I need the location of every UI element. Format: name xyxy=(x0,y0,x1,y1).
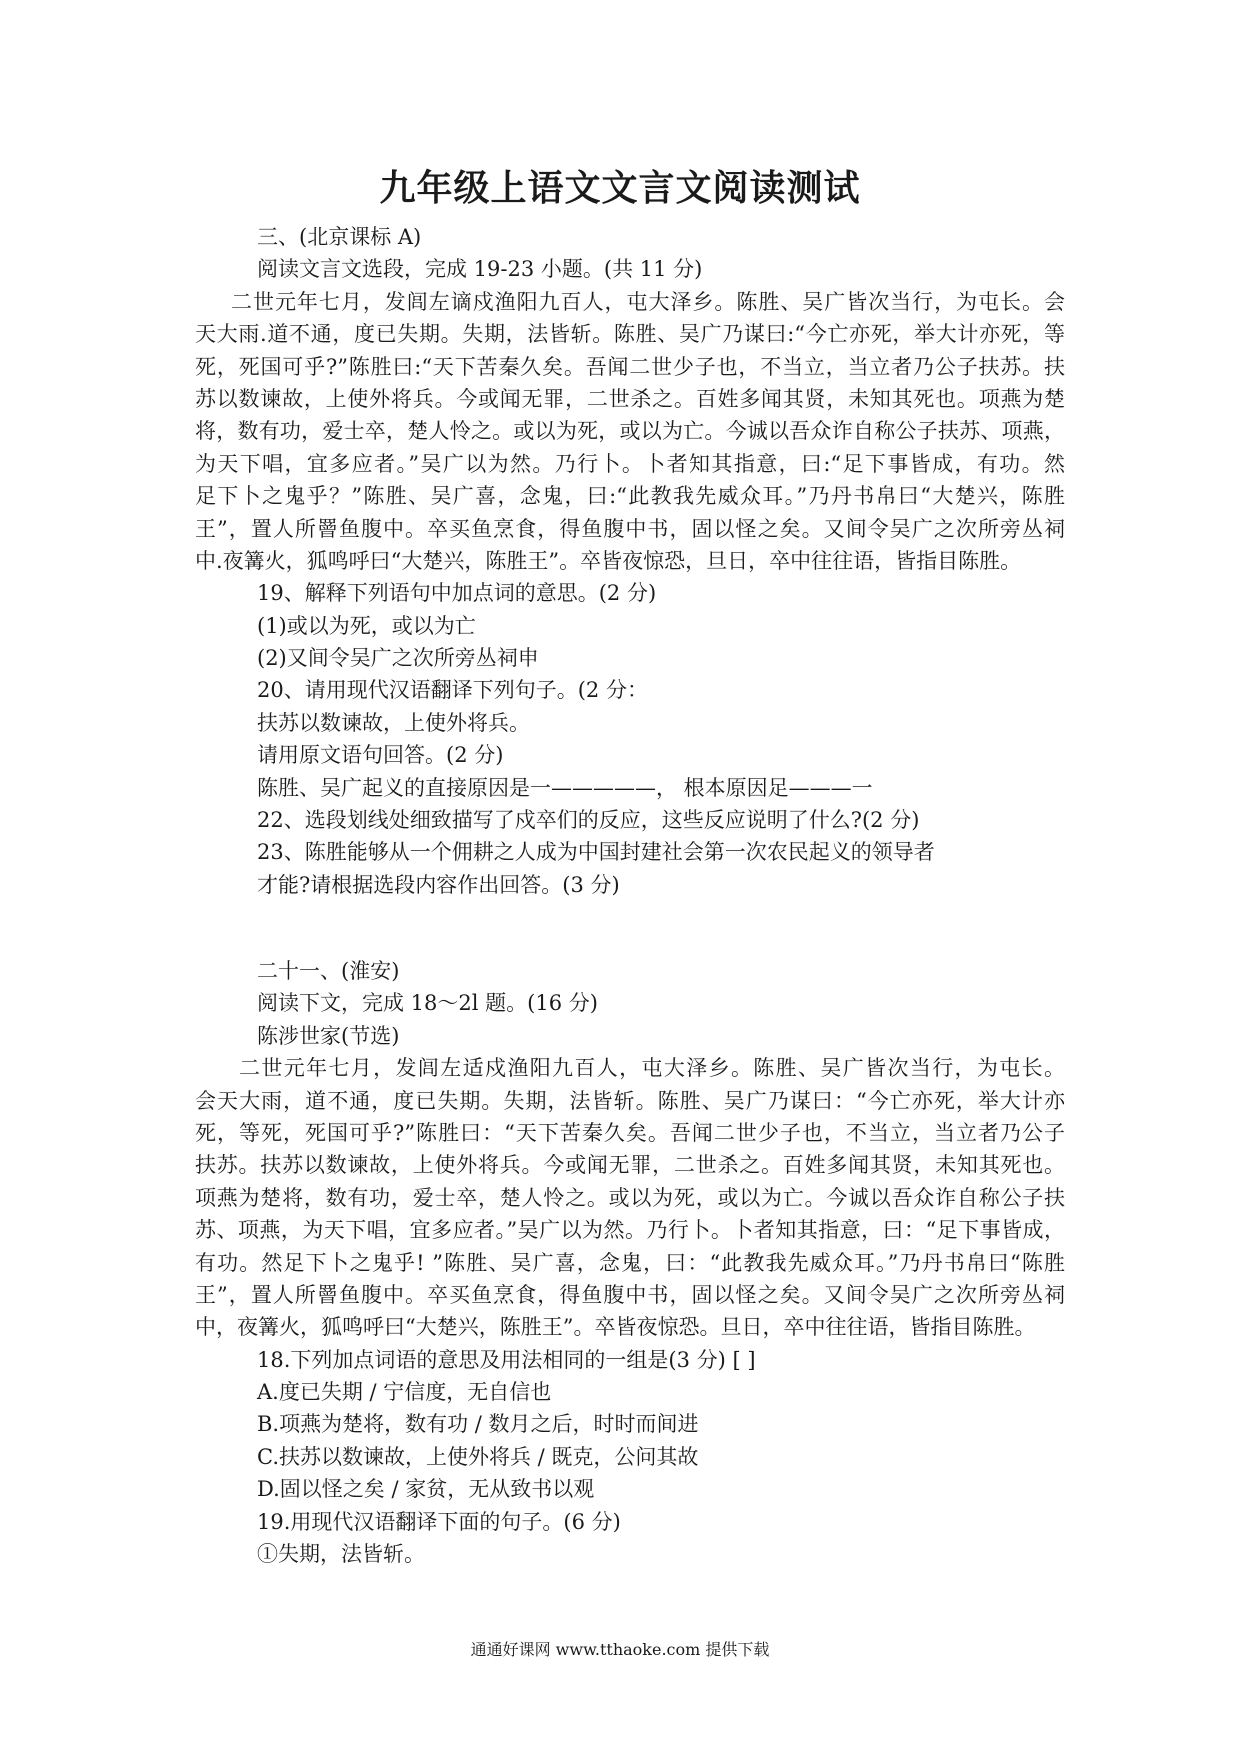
question-item: 18.下列加点词语的意思及用法相同的一组是(3 分) [ ] xyxy=(257,1347,756,1372)
section-instruction: 阅读下文，完成 18～2l 题。(16 分) xyxy=(257,991,598,1016)
question-item: 19、解释下列语句中加点词的意思。(2 分) xyxy=(257,581,657,606)
page-footer: 通通好课网 www.tthaoke.com 提供下载 xyxy=(470,1640,770,1659)
passage xyxy=(195,1052,1065,1344)
section-2 xyxy=(195,955,1065,1570)
passage-line: 二世元年七月，发闾左谪戍渔阳九百人，屯大泽乡。陈胜、吴广皆次当行，为屯长。会 xyxy=(231,289,1065,314)
passage-line: 将，数有功，爱士卒，楚人怜之。或以为死，或以为亡。今诚以吾众诈自称公子扶苏、项燕， xyxy=(195,419,1065,444)
passage-line: 苏以数谏故，上使外将兵。今或闻无罪，二世杀之。百姓多闻其贤，未知其死也。项燕为楚 xyxy=(195,386,1065,411)
question-item: (1)或以为死，或以为亡 xyxy=(257,613,476,638)
passage-line: 死，死国可乎?”陈胜曰:“天下苦秦久矣。吾闻二世少子也，不当立，当立者乃公子扶苏。扶 xyxy=(195,354,1065,379)
passage xyxy=(195,286,1065,578)
section-instruction: 阅读文言文选段，完成 19-23 小题。(共 11 分) xyxy=(257,257,703,282)
section-heading: 二十一、(淮安) xyxy=(257,959,400,983)
page-title: 九年级上语文文言文阅读测试 xyxy=(379,167,861,209)
passage-line: 为天下唱，宜多应者。”吴广以为然。乃行卜。卜者知其指意，曰:“足下事皆成，有功。然 xyxy=(195,451,1065,476)
passage-line: 足下卜之鬼乎？”陈胜、吴广喜，念鬼，曰:“此教我先威众耳。”乃丹书帛曰“大楚兴，陈胜 xyxy=(195,484,1065,509)
question-option: D.固以怪之矣 / 家贫，无从致书以观 xyxy=(257,1477,595,1502)
passage-line: 扶苏。扶苏以数谏故，上使外将兵。今或闻无罪，二世杀之。百姓多闻其贤，未知其死也。 xyxy=(195,1153,1065,1178)
question-item: 陈胜、吴广起义的直接原因是一—————， 根本原因足———一 xyxy=(257,775,873,800)
question-item: 扶苏以数谏故，上使外将兵。 xyxy=(257,710,530,735)
passage-line: 王”，置人所罾鱼腹中。卒买鱼烹食，得鱼腹中书，固以怪之矣。又间令吴广之次所旁丛祠 xyxy=(195,1282,1065,1307)
question-item: 才能?请根据选段内容作出回答。(3 分) xyxy=(257,872,620,897)
question-list xyxy=(195,577,1065,901)
passage-line: 王”，置人所罾鱼腹中。卒买鱼烹食，得鱼腹中书，固以怪之矣。又间令吴广之次所旁丛祠 xyxy=(195,516,1065,541)
passage-line: 天大雨.道不通，度已失期。失期，法皆斩。陈胜、吴广乃谋曰:“今亡亦死，举大计亦死，等 xyxy=(195,322,1065,347)
question-item: 20、请用现代汉语翻译下列句子。(2 分： xyxy=(257,678,648,703)
question-list xyxy=(195,1344,1065,1571)
question-option: B.项燕为楚将，数有功 / 数月之后，时时而间进 xyxy=(257,1412,699,1437)
question-option: A.度已失期 / 宁信度，无自信也 xyxy=(257,1380,552,1405)
question-item: 请用原文语句回答。(2 分) xyxy=(257,743,504,768)
passage-line: 有功。然足下卜之鬼乎! ”陈胜、吴广喜，念鬼，曰：“此教我先威众耳。”乃丹书帛曰“陈胜 xyxy=(195,1250,1065,1275)
passage-line: 中，夜篝火，狐鸣呼曰“大楚兴，陈胜王”。卒皆夜惊恐。旦日，卒中往往语，皆指目陈胜。 xyxy=(195,1315,1036,1340)
passage-line: 苏、项燕，为天下唱，宜多应者。”吴广以为然。乃行卜。卜者知其指意，曰：“足下事皆成， xyxy=(195,1218,1065,1243)
question-item: 22、选段划线处细致描写了戍卒们的反应，这些反应说明了什么?(2 分) xyxy=(257,808,920,833)
question-option: C.扶苏以数谏故，上使外将兵 / 既克，公问其故 xyxy=(257,1444,699,1469)
question-item: 19.用现代汉语翻译下面的句子。(6 分) xyxy=(257,1509,621,1534)
question-item: 23、陈胜能够从一个佣耕之人成为中国封建社会第一次农民起义的领导者 xyxy=(257,840,935,865)
passage-line: 中.夜篝火，狐鸣呼曰“大楚兴，陈胜王”。卒皆夜惊恐，旦日，卒中往往语，皆指目陈胜。 xyxy=(195,548,1022,573)
passage-line: 死，等死，死国可乎?”陈胜曰：“天下苦秦久矣。吾闻二世少子也，不当立，当立者乃公子 xyxy=(195,1120,1065,1145)
question-item: (2)又间令吴广之次所旁丛祠申 xyxy=(257,646,539,671)
passage-line: 会天大雨，道不通，度已失期。失期，法皆斩。陈胜、吴广乃谋曰：“今亡亦死，举大计亦 xyxy=(195,1088,1065,1113)
section-heading: 三、(北京课标 A) xyxy=(257,225,422,249)
passage-line: 项燕为楚将，数有功，爱士卒，楚人怜之。或以为死，或以为亡。今诚以吾众诈自称公子扶 xyxy=(195,1185,1065,1210)
section-1 xyxy=(195,221,1065,901)
question-item: ①失期，法皆斩。 xyxy=(257,1542,425,1567)
passage-subtitle: 陈涉世家(节选) xyxy=(257,1023,400,1048)
passage-line: 二世元年七月，发闾左适戍渔阳九百人，屯大泽乡。陈胜、吴广皆次当行，为屯长。 xyxy=(239,1056,1065,1081)
